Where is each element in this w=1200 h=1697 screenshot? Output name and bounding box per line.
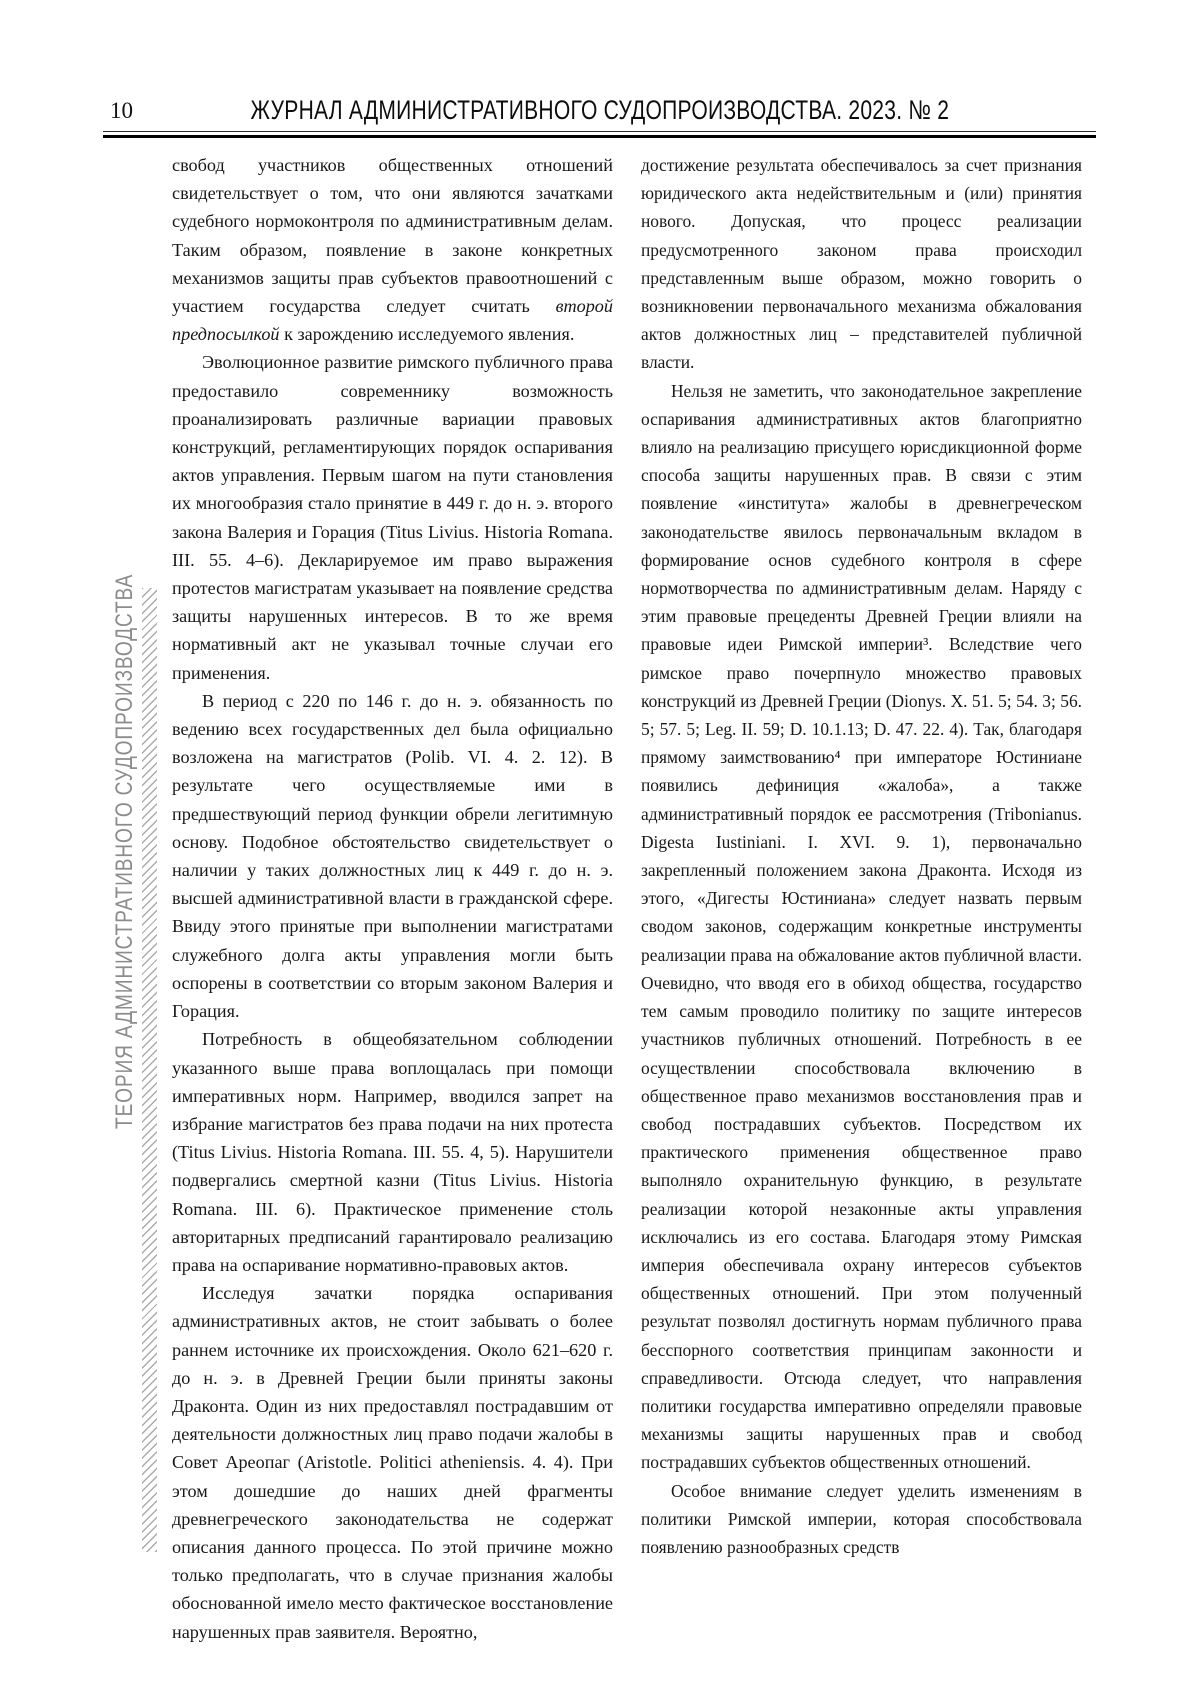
article-body xyxy=(172,151,1082,1642)
paragraph: Исследуя зачатки порядка оспаривания административных актов, не стоит забывать о более раннем источнике их происхождения. Около 621–620 г. до н. э. в Древней Греции были приняты законы Драконта. Один из них предоставлял пострадавшим от деятельности должностных лиц право подачи жалобы в Совет Ареопаг (Aristotle. Politici atheniensis. 4. 4). При этом дошедшие до наших дней фрагменты древнегреческого законодательства не содержат описания данного процесса. По этой причине можно только предполагать, что в случае признания жалобы обоснованной имело место фактическое восстановление нарушенных прав заявителя. Вероятно, xyxy=(172,1283,613,1642)
journal-title: ЖУРНАЛ АДМИНИСТРАТИВНОГО СУДОПРОИЗВОДСТВА. 2023. № 2 xyxy=(250,95,949,125)
paragraph: Потребность в общеобязательном соблюдении указанного выше права воплощалась при помощи императивных норм. Например, вводился запрет на избрание магистратов без права подачи на них протеста (Titus Livius. Historia Romana. III. 55. 4, 5). Нарушители подвергались смертной казни (Titus Livius. Historia Romana. III. 6). Практическое применение столь авторитарных предписаний гарантировало реализацию права на оспаривание нормативно-правовых актов. xyxy=(172,1029,613,1275)
paragraph: Особое внимание следует уделить изменениям в политики Римской империи, которая способствовала появлению разнообразных средств xyxy=(641,1480,1082,1557)
paragraph-emphasis: второй предпосылкой xyxy=(172,296,613,345)
paragraph: достижение результата обеспечивалось за счет признания юридического акта недействительным и (или) принятия нового. Допуская, что процесс реализации предусмотренного законом права происходил представленным выше образом, можно говорить о возникновении первоначального механизма обжалования актов должностных лиц – представителей публичной власти. xyxy=(641,155,1082,373)
page-number: 10 xyxy=(110,98,133,123)
column-left xyxy=(172,151,613,1642)
header-double-rule xyxy=(103,131,1096,138)
paragraph-text: свобод участников общественных отношений свидетельствует о том, что они являются зачатками судебного нормоконтроля по административным делам. Таким образом, появление в законе конкретных механизмов защиты прав субъектов правоотношений с участием государства следует считать xyxy=(172,155,613,317)
paragraph: Эволюционное развитие римского публичного права предоставило современнику возможность проанализировать различные вариации правовых конструкций, регламентирующих порядок оспаривания актов управления. Первым шагом на пути становления их многообразия стало принятие в 449 г. до н. э. второго закона Валерия и Горация (Titus Livius. Historia Romana. III. 55. 4–6). Декларируемое им право выражения протестов магистратам указывает на появление средства защиты нарушенных интересов. В то же время нормативный акт не указывал точные случаи его применения. xyxy=(172,352,613,683)
section-title-vertical: ТЕОРИЯ АДМИНИСТРАТИВНОГО СУДОПРОИЗВОДСТВА xyxy=(111,573,138,1129)
paragraph-text: к зарождению исследуемого явления. xyxy=(279,324,575,345)
paragraph: В период с 220 по 146 г. до н. э. обязанность по ведению всех государственных дел была официально возложена на магистратов (Polib. VI. 4. 2. 12). В результате чего осуществляемые ими в предшествующий период функции обрели легитимную основу. Подобное обстоятельство свидетельствует о наличии у таких должностных лиц к 449 г. до н. э. высшей административной власти в гражданской сфере. Ввиду этого принятые при выполнении магистратами служебного долга акты управления могли быть оспорены в соответствии со вторым законом Валерия и Горация. xyxy=(172,690,613,1022)
paragraph xyxy=(172,151,613,348)
paragraph: Нельзя не заметить, что законодательное закрепление оспаривания административных актов благоприятно влияло на реализацию присущего юрисдикционной форме способа защиты нарушенных прав. В связи с этим появление «института» жалобы в древнегреческом законодательстве явилось первоначальным вкладом в формирование основ судебного контроля в сфере нормотворчества по административным делам. Наряду с этим правовые прецеденты Древней Греции влияли на правовые идеи Римской империи³. Вследствие чего римское право почерпнуло множество правовых конструкций из Древней Греции (Dionys. X. 51. 5; 54. 3; 56. 5; 57. 5; Leg. II. 59; D. 10.1.13; D. 47. 22. 4). Так, благодаря прямому заимствованию⁴ при императоре Юстиниане появились дефиниция «жалоба», а также административный порядок ее рассмотрения (Tribonianus. Digesta Iustiniani. I. XVI. 9. 1), первоначально закрепленный положением закона Драконта. Исходя из этого, «Дигесты Юстиниана» следует назвать первым сводом законов, содержащим конкретные инструменты реализации права на обжалование актов публичной власти. Очевидно, что вводя его в обиход общества, государство тем самым проводило политику по защите интересов участников публичных отношений. Потребность в ее осуществлении способствовала включению в общественное право механизмов восстановления прав и свобод пострадавших субъектов. Посредством их практического применения общественное право выполняло охранительную функцию, в результате реализации которой незаконные акты управления исключались из его состава. Благодаря этому Римская империя обеспечивала охрану интересов субъектов общественных отношений. При этом полученный результат позволял достигнуть нормам публичного права бесспорного соответствия принципам законности и справедливости. Отсюда следует, что направления политики государства императивно определяли правовые механизмы защиты нарушенных прав и свобод пострадавших субъектов общественных отношений. xyxy=(641,380,1082,1473)
running-head xyxy=(103,96,1096,124)
margin-hatch-band xyxy=(142,588,157,1552)
column-right xyxy=(641,151,1082,1557)
